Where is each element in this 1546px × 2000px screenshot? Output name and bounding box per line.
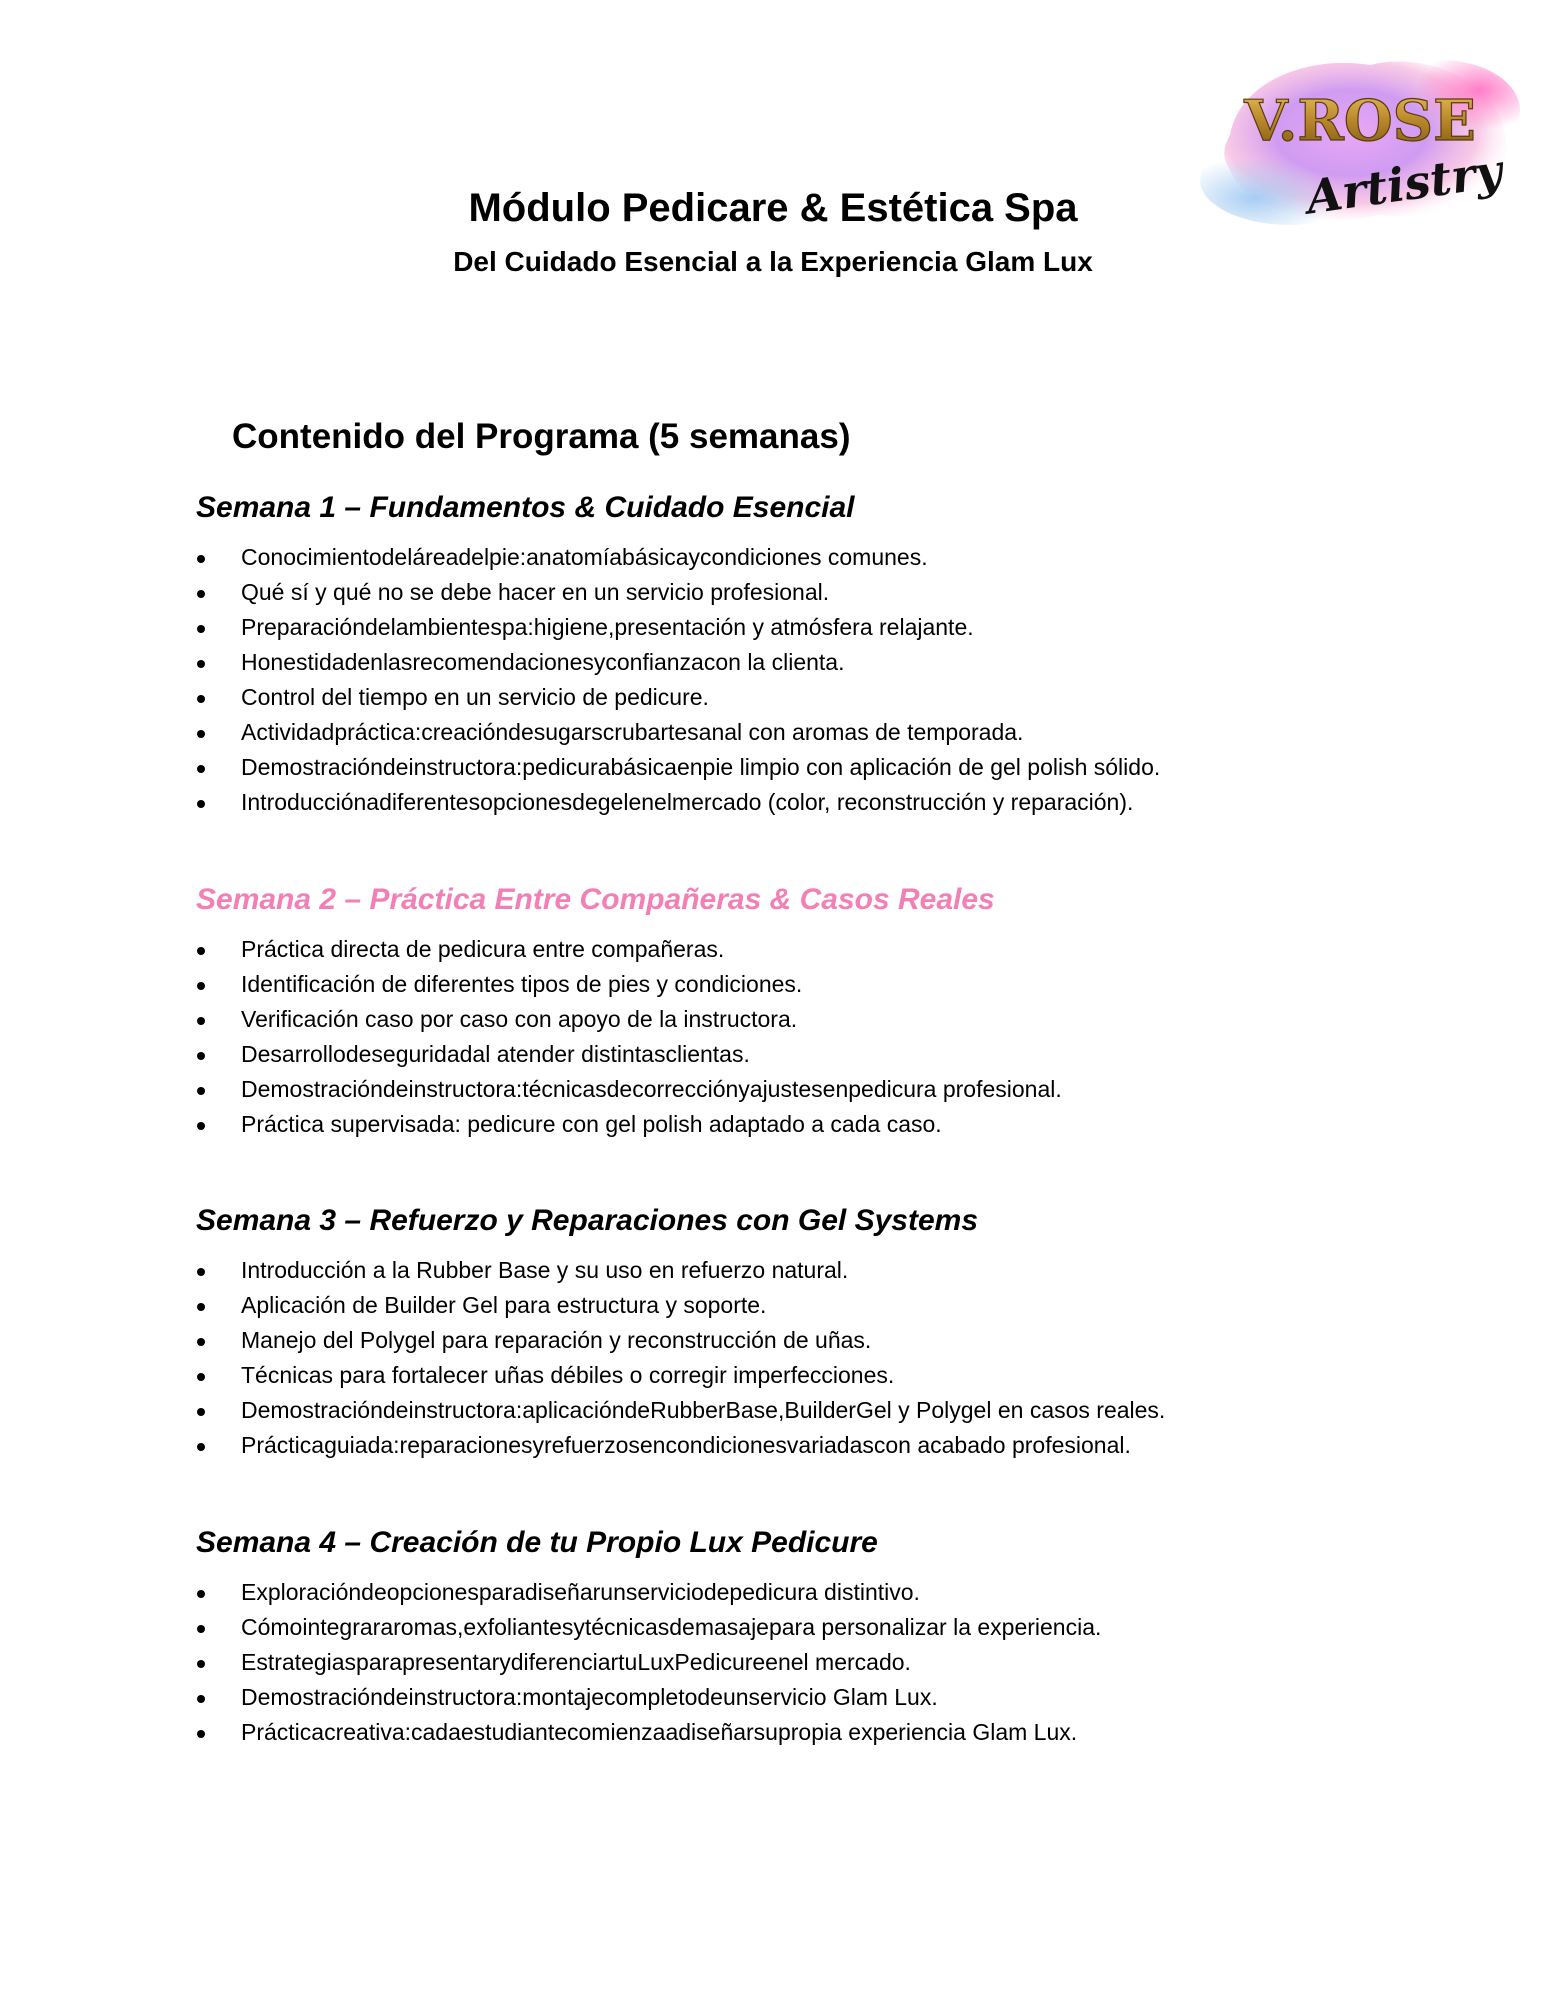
bullet-icon	[197, 1730, 205, 1738]
bullet-icon	[197, 1017, 205, 1025]
logo-script-text: Artistry	[1302, 143, 1506, 225]
list-item: Actividadpráctica:creacióndesugarscrubartesanal con aromas de temporada.	[196, 715, 1396, 750]
list-item: Cómointegrararomas,exfoliantesytécnicasdemasajepara personalizar la experiencia.	[196, 1610, 1396, 1645]
bullet-icon	[197, 982, 205, 990]
list-item: Práctica supervisada: pedicure con gel polish adaptado a cada caso.	[196, 1107, 1396, 1142]
list-item: Honestidadenlasrecomendacionesyconfianzacon la clienta.	[196, 645, 1396, 680]
logo-brand-text: V.ROSE	[1244, 88, 1476, 154]
week-item-list	[196, 540, 1396, 820]
list-item: Qué sí y qué no se debe hacer en un servicio profesional.	[196, 575, 1396, 610]
bullet-icon	[197, 765, 205, 773]
week-section	[196, 1525, 1396, 1750]
bullet-icon	[197, 1590, 205, 1598]
bullet-icon	[197, 1695, 205, 1703]
week-title: Semana 4 – Creación de tu Propio Lux Pedicure	[196, 1526, 878, 1559]
list-item: Verificación caso por caso con apoyo de la instructora.	[196, 1002, 1396, 1037]
document-title: Módulo Pedicare & Estética Spa	[468, 186, 1078, 230]
list-item: Conocimientodeláreadelpie:anatomíabásicaycondiciones comunes.	[196, 540, 1396, 575]
bullet-icon	[197, 1373, 205, 1381]
list-item: Prácticacreativa:cadaestudiantecomienzaadiseñarsupropia experiencia Glam Lux.	[196, 1715, 1396, 1750]
week-item-list	[196, 1575, 1396, 1750]
list-item: Preparacióndelambientespa:higiene,presentación y atmósfera relajante.	[196, 610, 1396, 645]
bullet-icon	[197, 1408, 205, 1416]
bullet-icon	[197, 1443, 205, 1451]
list-item: Desarrollodeseguridadal atender distintasclientas.	[196, 1037, 1396, 1072]
list-item: Introducción a la Rubber Base y su uso en refuerzo natural.	[196, 1253, 1396, 1288]
bullet-icon	[197, 1052, 205, 1060]
week-section	[196, 882, 1396, 1142]
bullet-icon	[197, 1268, 205, 1276]
bullet-icon	[197, 695, 205, 703]
bullet-icon	[197, 800, 205, 808]
bullet-icon	[197, 625, 205, 633]
week-title: Semana 2 – Práctica Entre Compañeras & Casos Reales	[196, 883, 995, 916]
list-item: Aplicación de Builder Gel para estructura y soporte.	[196, 1288, 1396, 1323]
bullet-icon	[197, 1660, 205, 1668]
bullet-icon	[197, 1338, 205, 1346]
week-title: Semana 1 – Fundamentos & Cuidado Esencial	[196, 491, 855, 524]
bullet-icon	[197, 1625, 205, 1633]
list-item: Manejo del Polygel para reparación y reconstrucción de uñas.	[196, 1323, 1396, 1358]
list-item: Demostracióndeinstructora:montajecompletodeunservicio Glam Lux.	[196, 1680, 1396, 1715]
list-item: Prácticaguiada:reparacionesyrefuerzosencondicionesvariadascon acabado profesional.	[196, 1428, 1396, 1463]
document-subtitle: Del Cuidado Esencial a la Experiencia Glam Lux	[453, 246, 1093, 277]
bullet-icon	[197, 660, 205, 668]
week-item-list	[196, 932, 1396, 1142]
list-item: Introducciónadiferentesopcionesdegelenelmercado (color, reconstrucción y reparación).	[196, 785, 1396, 820]
list-item: Demostracióndeinstructora:aplicacióndeRubberBase,BuilderGel y Polygel en casos reales.	[196, 1393, 1396, 1428]
list-item: Técnicas para fortalecer uñas débiles o corregir imperfecciones.	[196, 1358, 1396, 1393]
bullet-icon	[197, 555, 205, 563]
list-item: Control del tiempo en un servicio de pedicure.	[196, 680, 1396, 715]
week-title: Semana 3 – Refuerzo y Reparaciones con Gel Systems	[196, 1204, 979, 1237]
bullet-icon	[197, 1303, 205, 1311]
week-item-list	[196, 1253, 1396, 1463]
bullet-icon	[197, 1122, 205, 1130]
bullet-icon	[197, 947, 205, 955]
list-item: EstrategiasparapresentarydiferenciartuLuxPedicureenel mercado.	[196, 1645, 1396, 1680]
bullet-icon	[197, 590, 205, 598]
list-item: Práctica directa de pedicura entre compañeras.	[196, 932, 1396, 967]
list-item: Demostracióndeinstructora:pedicurabásicaenpie limpio con aplicación de gel polish sólido.	[196, 750, 1396, 785]
list-item: Identificación de diferentes tipos de pies y condiciones.	[196, 967, 1396, 1002]
program-heading: Contenido del Programa (5 semanas)	[232, 417, 851, 456]
list-item: Exploracióndeopcionesparadiseñarunserviciodepedicura distintivo.	[196, 1575, 1396, 1610]
bullet-icon	[197, 730, 205, 738]
list-item: Demostracióndeinstructora:técnicasdecorrecciónyajustesenpedicura profesional.	[196, 1072, 1396, 1107]
bullet-icon	[197, 1087, 205, 1095]
week-section	[196, 490, 1396, 820]
week-section	[196, 1203, 1396, 1463]
